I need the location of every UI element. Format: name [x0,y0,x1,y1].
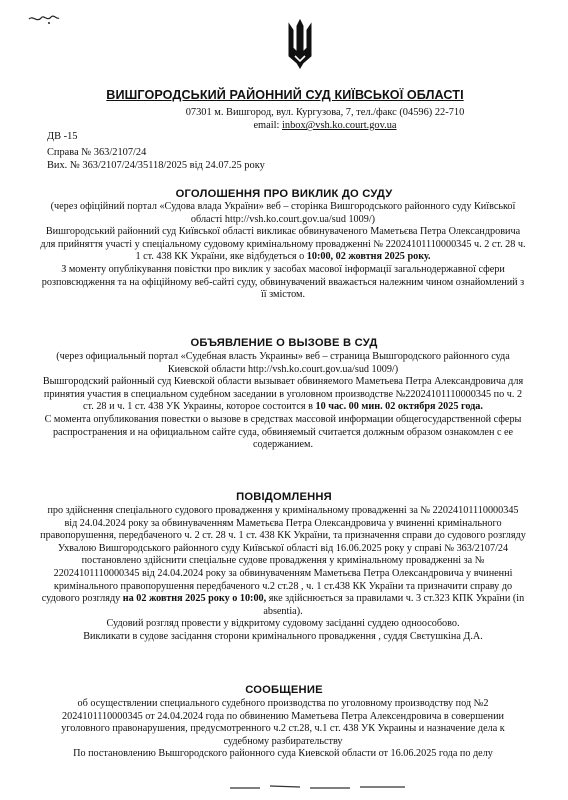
outgoing-number: Вих. № 363/2107/24/35118/2025 від 24.07.25 року [47,160,265,171]
ua-notice-ruling-tail: яке здійснюється за правилами ч. 3 ст.323 КПК України (in absentia). [263,593,525,617]
ru-notice-body [40,698,526,761]
ua-call-details: Вишгородський районний суд Київської області викликає обвинуваченого Маметьєва Петра Олександровича для прийняття участі у спеціальному судовому кримінальному провадженні № 22024101110000345 ч. 2 ст. 28 ч. 1 ст. 438 КК України, яке відбудеться о [40,226,526,263]
ua-notice-hearing: Судовий розгляд провести у відкритому судовому засіданні суддею одноособово. [106,618,460,630]
ua-notice-datetime: на 02 жовтня 2025 року о 10:00, [122,593,267,605]
ru-call-notice: С момента опубликования повестки о вызове в средствах массовой информации общегосударственной сферы распространения и на официальном сайте суда, обвиняемый считается должным образом ознакомлен с ее содержанием. [44,413,522,451]
heading-ua-call: ОГОЛОШЕННЯ ПРО ВИКЛИК ДО СУДУ [175,188,393,200]
scan-artifact-icon [230,780,410,794]
ru-notice-ruling: По постановлению Вышгородского районного суда Киевской области от 16.06.2025 года по делу [73,748,493,760]
court-address-block [115,106,535,132]
heading-ru-notice: СООБЩЕНИЕ [245,684,323,696]
case-number: Справа № 363/2107/24 [47,147,147,158]
trident-emblem-icon [283,18,317,70]
ua-notice-body [40,505,526,644]
email-link[interactable]: inbox@vsh.ko.court.gov.ua [282,120,397,131]
doc-code: ДВ -15 [47,131,78,142]
ru-notice-intro: об осуществлении специального судебного производства по уголовному производству под №2 2024101110000345 от 24.04.2024 года по обвинению Маметьева Петра Алексендровича в совершении уголовного правонарушения, предусмотренного ч.2 ст.28, ч.1 ст. 438 УК Украины и назначение дела к судебному разбирательству [61,698,505,747]
ru-call-datetime: 10 час. 00 мин. 02 октября 2025 года. [315,401,483,413]
ru-call-text [40,376,526,414]
ua-call-datetime: 10:00, 02 жовтня 2025 року. [306,251,431,263]
handwritten-mark-icon [27,10,61,28]
ua-call-portal: (через офіційний портал «Судова влада України» веб – сторінка Вишгородського районного суду Київської області http://vsh.ko.court.gov.ua/sud 1009/) [50,201,516,225]
ua-notice-ruling [40,543,526,619]
ru-call-details: Вышгородский районный суд Киевской области вызывает обвиняемого Маметьева Петра Александровича для принятия участия в специальном судебном заседании в уголовном производстве №22024101110000345 по ч. 2 ст. 28 и ч. 1 ст. 438 УК Украины, которое состоится в [42,376,524,413]
ua-notice-ruling-text: Ухвалою Вишгородського районного суду Київської області від 16.06.2025 року у справі № 363/2107/24 постановлено здійснити спеціальне судове провадження у кримінальному провадженні за № 22024101110000345 від 24.04.2024 року за обвинуваченням Маметьєва Петра Олександровича у вчиненні кримінального правопорушення передбаченого ч.2 ст.28 , ч. 1 ст.438 КК України та призначити справу до судового розгляду [41,542,513,605]
court-title: ВИШГОРОДСЬКИЙ РАЙОННИЙ СУД КИЇВСЬКОЇ ОБЛАСТІ [106,88,464,102]
ua-notice-intro: про здійснення спеціального судового провадження у кримінальному провадженні за № 22024101110000345 від 24.04.2024 року за обвинуваченням Маметьєва Петра Олександровича у вчиненні кримінального правопорушення, передбаченого ч. 2 ст. 28 ч. 1 ст. 438 КК України, та призначення справи до судового розгляду [40,505,526,542]
ua-notice-summon: Викликати в судове засідання сторони кримінального провадження , суддя Свєтушкіна Д.А. [83,630,483,642]
ua-call-notice: З моменту опублікування повістки про виклик у засобах масової інформації загальнодержавної сфери розповсюдження та на офіційному веб-сайті суду, обвинувачений вважається належним чином ознайомлений з її змістом. [41,263,525,301]
ru-call-body [40,351,526,452]
heading-ru-call: ОБЪЯВЛЕНИЕ О ВЫЗОВЕ В СУД [190,337,378,349]
court-email [115,119,535,132]
ua-call-text [40,226,526,264]
email-label: email: [253,120,280,131]
court-address: 07301 м. Вишгород, вул. Кургузова, 7, тел./факс (04596) 22-710 [185,107,465,118]
ua-call-body [40,201,526,302]
heading-ua-notice: ПОВІДОМЛЕННЯ [236,491,332,503]
ru-call-portal: (через официальный портал «Судебная власть Украины» веб – страница Вышгородского районного суда Киевской области http://vsh.ko.court.gov.ua/sud 1009/) [56,351,510,375]
